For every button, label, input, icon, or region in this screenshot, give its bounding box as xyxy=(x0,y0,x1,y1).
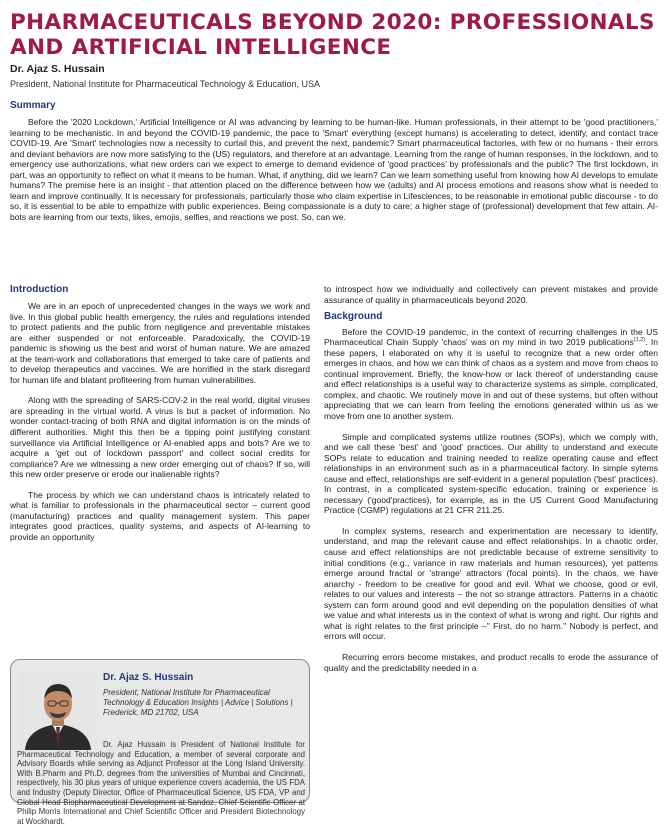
background-heading: Background xyxy=(324,311,383,323)
intro-paragraph-1: We are in an epoch of unprecedented changes in the ways we work and live. In this global public health emergency, the rules and regulations intended to protect patients and the public from negligence and preventable mistakes are either suspended or not enforceable. Paradoxically, the COVID-19 pandemic is showing us the best and worst of human nature. We are amazed at the team-work and collaborations that emerged to take care of patients and to develop therapeutics and vaccines. We are horrified in the stark disregard for human life and blatant profiteering from human vulnerabilities. xyxy=(10,301,310,385)
reference-marker: (1,2) xyxy=(633,337,646,344)
bio-name: Dr. Ajaz S. Hussain xyxy=(103,672,194,683)
author-affiliation: President, National Institute for Pharmaceutical Technology & Education, USA xyxy=(10,79,321,89)
background-paragraph-2: Simple and complicated systems utilize routines (SOPs), which we comply with, and we call these 'best' and 'good' practices. Our ability to understand and execute SOPs relate to education and training needed to realize operating cause and effect relationships in an environment such as in a pharmaceutical factory. In simple sytems cause and effect, relationships are self-evident in a general population ('best' practices). In contrast, in a complicated system-specific education, training or experience is necessary ('good'practices), for example, as in the US Current Good Manufacturing Practice (CGMP) regulations at 21 CFR 211.25. xyxy=(324,431,658,516)
article-title: PHARMACEUTICALS BEYOND 2020: PROFESSIONALS AND ARTIFICIAL INTELLIGENCE xyxy=(10,10,655,60)
author-bio-box xyxy=(10,659,310,826)
introduction-heading: Introduction xyxy=(10,284,69,295)
introduction-column xyxy=(10,301,310,542)
right-column xyxy=(324,284,658,673)
author-photo xyxy=(19,672,97,750)
intro-continued: to introspect how we individually and collectively can prevent mistakes and provide assurance of quality in pharmaceuticals beyond 2020. xyxy=(324,284,658,305)
background-paragraph-3: In complex systems, research and experimentation are necessary to identify, understand, and map the relevant cause and effect relationships. In a chaotic order, cause and effect relationships are not predictable because of extreme sensitivity to initial conditions (e.g., variance in raw materials and human resources), yet patterns emerge around fractal or 'strange' attractors (focal points). In the chaos, we have anarchy - freedom to be creative for good and evil. What we choose, good or evil, relates to our values and interests – the not so strange attractors. Patterns in a chaotic system can form around good and evil depending on the population densities of what we value and what interests us in the context of what is wrong and right. Our rights and what is right relates to the first principle –" First, do no harm." Nobody is perfect, and errors will occur. xyxy=(324,525,658,642)
summary-heading: Summary xyxy=(10,100,56,111)
summary-text: Before the '2020 Lockdown,' Artificial Intelligence or AI was advancing by learning to be human-like. Human professionals, in their attempt to be 'good practitioners,' learning to be mechanistic. In and beyond the COVID-19 pandemic, the pace to 'Smart' everything (except humans) is accelerating to detect, identify, and contact trace COVID-19. Are 'Smart' technologies now a necessity to curtail this, and prevent the next, pandemic? Smart pharmaceutical factories, with few or no humans - their errors and deviant behaviors are now more satisfying to the (US) regulators, and therefore at an advantage. Learning from the range of human responses, in the lockdown, and to emergency use authorizations, what new orders can we expect to emerge to demand evidence of 'good practices' by professionals and the public? The first lockdown, in part, was an opportunity to reflect on what it means to be human. What, if anything, did we learn? Can we learn something useful from knowing how AI develops to emulate humans? The premise here is an insight - that attention placed on the difference between how we (adults) and AI process emotions and reasons show what is needed to learn and improve continually. It is necessary for professionals, particularly those who claim expertise in Lifesciences, to be reasonable in emotional public discourse - to do so, it is essential to be able to empathize with public experiences. Being compassionate is a duty to care; a higher stage of (professional) development that few attain. AI-bots are learning from our texts, likes, emojis, selfies, and reactions we post. So, can we. xyxy=(10,117,658,222)
intro-paragraph-2: Along with the spreading of SARS-COV-2 in the real world, digital viruses are spreading in the virtual world. A virus is but a packet of information. No wonder contact-tracing of both RNA and digital information is on the minds of different authorities. Might this then be a tipping point justifying constant surveillance via Artificial Intelligence or AI-enabled apps and bots? Are we to acquire a 'get out of lockdown passport' and collect social credits for compliance? Are we witnessing a new order emerging out of chaos? If so, will this new order preserve or erode our inalienable rights? xyxy=(10,395,310,480)
bio-affiliation: President, National Institute for Pharmaceutical Technology & Education Insights | Advice | Solutions | Frederick, MD 21702, USA xyxy=(103,688,293,717)
background-paragraph-4: Recurring errors become mistakes, and product recalls to erode the assurance of quality and the predictability needed in a xyxy=(324,651,658,673)
author-name: Dr. Ajaz S. Hussain xyxy=(10,63,105,75)
bio-text: Dr. Ajaz Hussain is President of National Institute for Pharmaceutical Technology and Education, a member of several corporate and Advisory Boards while serving as Adjunct Professor at the Long Island University. With B.Pharm and Ph.D. degrees from the universities of Mumbai and Cincinnati, respectively, his 30 plus years of unique experience covers academia, the US FDA and Industry (Deputy Director, Office of Pharmaceutical Science, US FDA, VP and Global Head Biopharmaceutical Development at Sandoz, Chief Scientific Officer at Philip Morris International and Chief Scientific Officer and President Biotechnology at Wockhardt. xyxy=(17,740,305,826)
background-paragraph-1: Before the COVID-19 pandemic, in the context of recurring challenges in the US Pharmaceutical Chain Supply 'chaos' was on my mind in two 2019 publications$^{(1,2)}$. In these papers, I elaborated on why it is useful to recognize that a new order often emerges in chaos, and how we can think of chaos as a system and move from chaos to continual improvement. Briefly, the know-how or lack thereof of understanding cause and effect relationships is a useful way to characterize systems as simple, complicated, complex, and chaotic. We routinely move in and out of these systems, but often without appreciating that we can learn from feeling the emotions generated within us as we move from one to another system. xyxy=(324,326,658,422)
intro-paragraph-3: The process by which we can understand chaos is intricately related to what is familiar to professionals in the pharmaceutical sector – current good (manufacturing) practices and quality management system. This paper integrates good practices, quality systems, and aspects of AI-learning to provide an opportunity xyxy=(10,489,310,542)
